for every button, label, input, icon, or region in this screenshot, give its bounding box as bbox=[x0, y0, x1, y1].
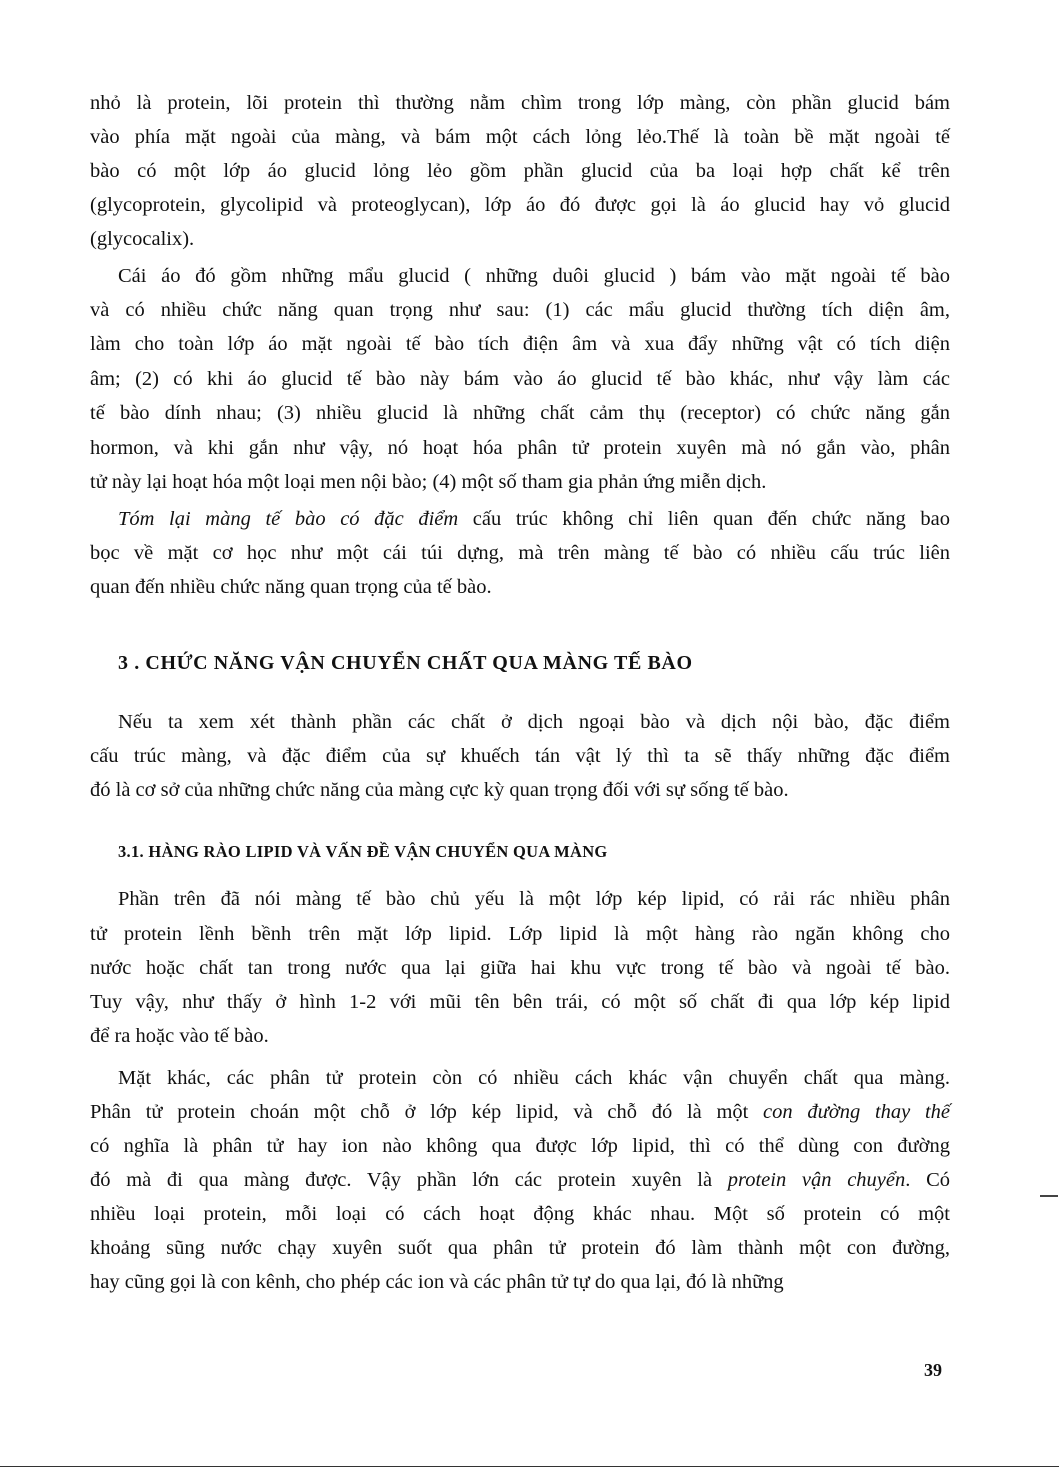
page-number: 39 bbox=[924, 1360, 942, 1380]
text-line: tế bào dính nhau; (3) nhiều glucid là những chất cảm thụ (receptor) có chức năng gắn bbox=[90, 402, 950, 424]
text-line: âm; (2) có khi áo glucid tế bào này bám vào áo glucid tế bào khác, như vậy làm các bbox=[90, 368, 950, 390]
margin-mark bbox=[1040, 1195, 1058, 1197]
italic-text: Tóm lại màng tế bào có đặc điểm bbox=[118, 508, 459, 530]
text-line: quan đến nhiều chức năng quan trọng của tế bào. bbox=[90, 576, 492, 598]
text-line: làm cho toàn lớp áo mặt ngoài tế bào tích điện âm và xua đẩy những vật có tích diện bbox=[90, 333, 950, 355]
text-segment: . Có bbox=[905, 1169, 950, 1191]
text-line: bọc về mặt cơ học như một cái túi dựng, mà trên màng tế bào có nhiều cấu trúc liên bbox=[90, 542, 950, 564]
text-line: nước hoặc chất tan trong nước qua lại giữa hai khu vực trong tế bào và ngoài tế bào. bbox=[90, 957, 950, 979]
text-line: để ra hoặc vào tế bào. bbox=[90, 1025, 269, 1047]
text-line: đó là cơ sở của những chức năng của màng cực kỳ quan trọng đối với sự sống tế bào. bbox=[90, 779, 789, 801]
text-line: cấu trúc màng, và đặc điểm của sự khuếch tán vật lý thì ta sẽ thấy những đặc điểm bbox=[90, 745, 950, 767]
text-line: vào phía mặt ngoài của màng, và bám một cách lỏng lẻo.Thế là toàn bề mặt ngoài tế bbox=[90, 126, 950, 148]
text-line: (glycocalix). bbox=[90, 228, 195, 250]
text-line: bào có một lớp áo glucid lỏng lẻo gồm phần glucid của ba loại hợp chất kể trên bbox=[90, 160, 950, 182]
italic-text: con đường thay thế bbox=[763, 1101, 950, 1123]
subsection-heading: 3.1. HÀNG RÀO LIPID VÀ VẤN ĐỀ VẬN CHUYỂN QUA MÀNG bbox=[118, 842, 608, 861]
text-line bbox=[118, 507, 950, 531]
text-segment: đó mà đi qua màng được. Vậy phần lớn các protein xuyên là bbox=[90, 1169, 728, 1191]
text-segment: Phân tử protein choán một chỗ ở lớp kép lipid, và chỗ đó là một bbox=[90, 1101, 764, 1123]
text-line: hay cũng gọi là con kênh, cho phép các ion và các phân tử tự do qua lại, đó là những bbox=[90, 1271, 784, 1293]
text-line: Phần trên đã nói màng tế bào chủ yếu là một lớp kép lipid, có rải rác nhiều phân bbox=[118, 888, 950, 910]
text-line: tử protein lềnh bềnh trên mặt lớp lipid. Lớp lipid là một hàng rào ngăn không cho bbox=[90, 923, 950, 945]
text-line: Mặt khác, các phân tử protein còn có nhiều cách khác vận chuyển chất qua màng. bbox=[118, 1067, 950, 1089]
text-line: khoảng sũng nước chạy xuyên suốt qua phân tử protein đó làm thành một con đường, bbox=[90, 1237, 950, 1259]
section-heading: 3 . CHỨC NĂNG VẬN CHUYỂN CHẤT QUA MÀNG TẾ BÀO bbox=[118, 652, 693, 674]
text-segment: cấu trúc không chỉ liên quan đến chức năng bao bbox=[458, 508, 950, 530]
text-line: có nghĩa là phân tử hay ion nào không qua được lớp lipid, thì có thể dùng con đường bbox=[90, 1135, 950, 1157]
text-line: Cái áo đó gồm những mẩu glucid ( những duôi glucid ) bám vào mặt ngoài tế bào bbox=[118, 265, 950, 287]
scan-edge-line bbox=[0, 1466, 1059, 1467]
text-line: nhiều loại protein, mỗi loại có cách hoạt động khác nhau. Một số protein có một bbox=[90, 1203, 950, 1225]
text-line: hormon, và khi gắn như vậy, nó hoạt hóa phân tử protein xuyên mà nó gắn vào, phân bbox=[90, 437, 950, 459]
text-line: nhỏ là protein, lõi protein thì thường nằm chìm trong lớp màng, còn phần glucid bám bbox=[90, 92, 950, 114]
text-line bbox=[90, 1100, 950, 1124]
text-line: Tuy vậy, như thấy ở hình 1-2 với mũi tên bên trái, có một số chất đi qua lớp kép lipid bbox=[90, 991, 950, 1013]
text-line: (glycoprotein, glycolipid và proteoglycan), lớp áo đó được gọi là áo glucid hay vỏ glucid bbox=[90, 194, 950, 216]
italic-text: protein vận chuyển bbox=[727, 1169, 906, 1191]
text-line bbox=[90, 1168, 950, 1192]
text-line: Nếu ta xem xét thành phần các chất ở dịch ngoại bào và dịch nội bào, đặc điểm bbox=[118, 711, 950, 733]
text-line: và có nhiều chức năng quan trọng như sau: (1) các mẩu glucid thường tích diện âm, bbox=[90, 299, 950, 321]
text-line: tử này lại hoạt hóa một loại men nội bào; (4) một số tham gia phản ứng miễn dịch. bbox=[90, 471, 767, 493]
